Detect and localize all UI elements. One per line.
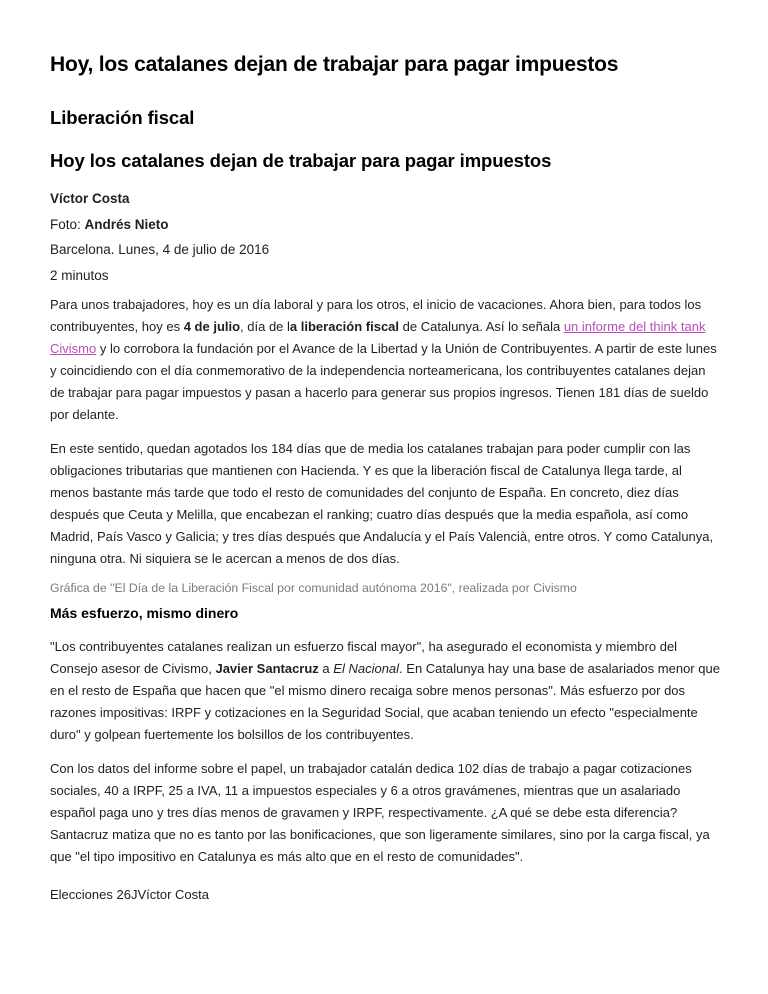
- article-caption: Gráfica de "El Día de la Liberación Fiscal por comunidad autónoma 2016", realizada por Civismo: [50, 581, 577, 595]
- article-subtitle: Hoy los catalanes dejan de trabajar para pagar impuestos: [50, 150, 552, 171]
- read-time: 2 minutos: [50, 267, 109, 283]
- article-kicker: Liberación fiscal: [50, 107, 195, 128]
- article-subhead: Más esfuerzo, mismo dinero: [50, 605, 239, 621]
- article-title: Hoy, los catalanes dejan de trabajar para pagar impuestos: [50, 53, 619, 76]
- paragraph: Con los datos del informe sobre el papel, un trabajador catalán dedica 102 días de trabajo a pagar cotizaciones sociales, 40 a IRPF, 25 a IVA, 11 a impuestos especiales y 6 a otros gravámenes, mientras que un asalariado español paga uno y tres días menos de gravamen y IRPF, respectivamente. ¿A qué se debe esta diferencia? Santacruz matiza que no es tanto por las bonificaciones, que son ligeramente similares, sino por la carga fiscal, ya que "el tipo impositivo en Catalunya es más alto que en el resto de comunidades".: [50, 761, 710, 864]
- dateline: Barcelona. Lunes, 4 de julio de 2016: [50, 242, 270, 257]
- photo-credit-label: Foto:: [50, 216, 85, 232]
- bold-text: Javier Santacruz: [215, 661, 319, 676]
- bold-text: a liberación fiscal: [289, 319, 400, 334]
- paragraph: Para unos trabajadores, hoy es un día laboral y para los otros, el inicio de vacaciones. Ahora bien, para todos los contribuyentes, hoy es 4 de julio, día de la liberación fiscal de Catalunya. Así lo señala un informe del think tank Civismo y lo corrobora la fundación por el Avance de la Libertad y la Unión de Contribuyentes. A partir de este lunes y coincidiendo con el día conmemorativo de la independencia norteamericana, los contribuyentes catalanes dejan de trabajar para pagar impuestos y pasan a hacerlo para generar sus propios ingresos. Tienen 181 días de sueldo por delante.: [50, 297, 717, 422]
- article-footer: Elecciones 26JVíctor Costa: [50, 887, 209, 902]
- paragraph: En este sentido, quedan agotados los 184 días que de media los catalanes trabajan para poder cumplir con las obligaciones tributarias que mantienen con Hacienda. Y es que la liberación fiscal de Catalunya llega tarde, al menos bastante más tarde que todo el resto de comunidades del conjunto de España. En concreto, diez días después que Ceuta y Melilla, que encabezan el ranking; cuatro días después que la media española, así como Madrid, País Vasco y Galicia; y tres días después que Andalucía y el País Valencià, entre otros. Y como Catalunya, ninguna otra. Ni siquiera se le acercan a menos de dos días.: [50, 441, 714, 566]
- article-body: [50, 294, 720, 906]
- byline: [50, 186, 720, 288]
- bold-text: 4 de julio: [183, 319, 241, 334]
- photo-credit-name: Andrés Nieto: [84, 216, 169, 232]
- author-name: Víctor Costa: [50, 191, 130, 206]
- article-link[interactable]: un informe del think tank Civismo: [50, 319, 706, 356]
- italic-text: El Nacional: [333, 661, 400, 676]
- paragraph: "Los contribuyentes catalanes realizan un esfuerzo fiscal mayor", ha asegurado el economista y miembro del Consejo asesor de Civismo, Javier Santacruz a El Nacional. En Catalunya hay una base de asalariados menor que en el resto de España que hacen que "el mismo dinero recaiga sobre menos personas". Más esfuerzo por dos razones impositivas: IRPF y cotizaciones en la Seguridad Social, que acaban teniendo un efecto "especialmente duro" y golpean fuertemente los bolsillos de los contribuyentes.: [50, 639, 720, 742]
- photo-credit-line: [50, 212, 720, 238]
